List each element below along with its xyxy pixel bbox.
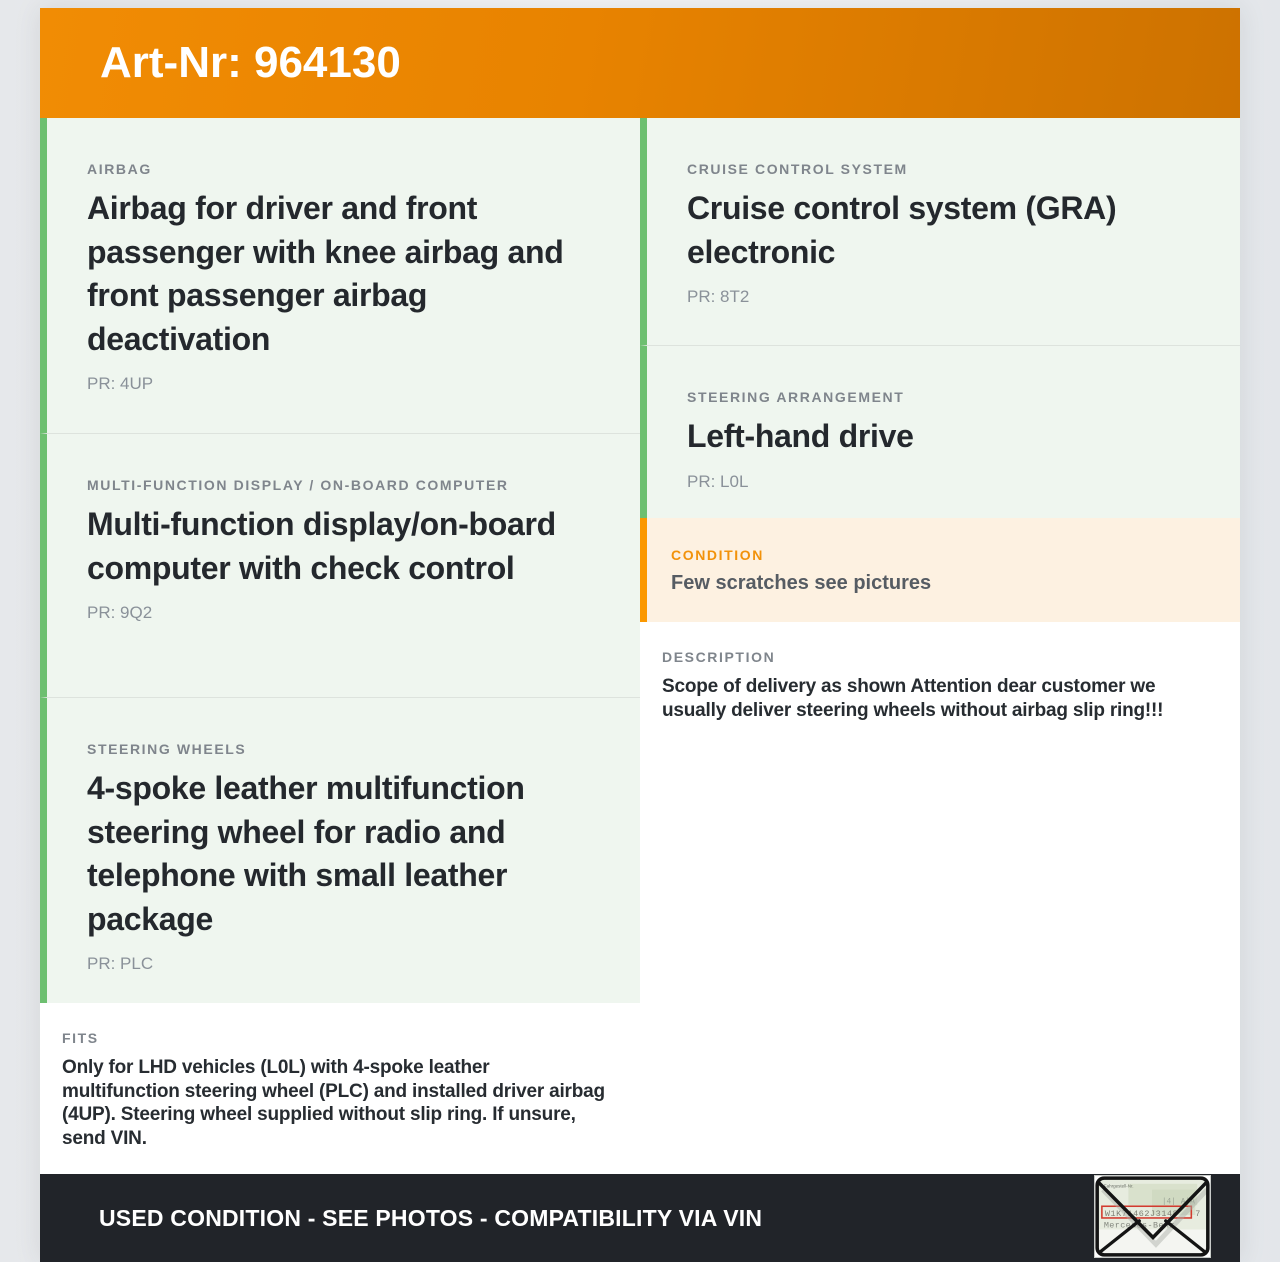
faint-doc-text: |4| A|A	[1161, 1197, 1195, 1207]
card-description	[640, 622, 1240, 1174]
vin-text: W1K71462J3148	[1104, 1209, 1179, 1220]
card-title: Left-hand drive	[687, 418, 914, 454]
card-cruise-control	[640, 118, 1240, 345]
card-label: MULTI-FUNCTION DISPLAY / ON-BOARD COMPUTER	[87, 477, 509, 493]
card-label: STEERING WHEELS	[87, 741, 247, 757]
listing-sheet	[40, 8, 1240, 1262]
card-title: Multi-function display/on-board computer with check control	[87, 506, 556, 586]
footer-text: USED CONDITION - SEE PHOTOS - COMPATIBILITY VIA VIN	[99, 1204, 763, 1231]
article-number-title: Art-Nr: 964130	[100, 38, 401, 87]
envelope-over-registration-document-icon	[1094, 1175, 1211, 1258]
card-steering-wheels	[40, 697, 640, 1003]
footer-bar	[40, 1174, 1240, 1262]
brand-text: Mercedes-Benz	[1103, 1220, 1175, 1231]
doc-label-text: Fahrgestell-Nr.	[1103, 1183, 1134, 1189]
pr-code: PR: PLC	[87, 954, 154, 974]
card-label: CRUISE CONTROL SYSTEM	[687, 161, 908, 177]
fits-text: Only for LHD vehicles (L0L) with 4-spoke leather multifunction steering wheel (PLC) and installed driver airbag (4UP). Steering wheel supplied without slip ring. If unsure, send VIN.	[62, 1057, 605, 1149]
card-label: STEERING ARRANGEMENT	[687, 389, 905, 405]
card-steering-arrangement	[640, 345, 1240, 518]
pr-code: PR: L0L	[687, 471, 749, 491]
card-columns	[40, 118, 1240, 1174]
card-airbag	[40, 118, 640, 433]
right-column	[640, 118, 1240, 1174]
card-title: Cruise control system (GRA) electronic	[687, 190, 1117, 270]
card-title: 4-spoke leather multifunction steering wheel for radio and telephone with small leather package	[87, 770, 525, 937]
card-title: Airbag for driver and front passenger with knee airbag and front passenger airbag deactivation	[87, 190, 564, 357]
condition-label: CONDITION	[671, 547, 764, 563]
card-label: FITS	[62, 1030, 99, 1046]
pr-code: PR: 9Q2	[87, 603, 153, 623]
header-banner	[40, 8, 1240, 118]
vin-envelope-svg	[1095, 1176, 1210, 1257]
card-label: AIRBAG	[87, 161, 152, 177]
pr-code: PR: 8T2	[687, 287, 750, 307]
card-condition	[640, 518, 1240, 622]
left-column	[40, 118, 640, 1174]
description-text: Scope of delivery as shown Attention dear customer we usually deliver steering wheels without airbag slip ring!!!	[662, 676, 1164, 721]
vin-suffix-text: 7	[1195, 1209, 1201, 1220]
card-multi-function-display	[40, 433, 640, 697]
card-label: DESCRIPTION	[662, 649, 776, 665]
condition-text: Few scratches see pictures	[671, 572, 932, 594]
pr-code: PR: 4UP	[87, 374, 154, 394]
card-fits	[40, 1003, 640, 1174]
